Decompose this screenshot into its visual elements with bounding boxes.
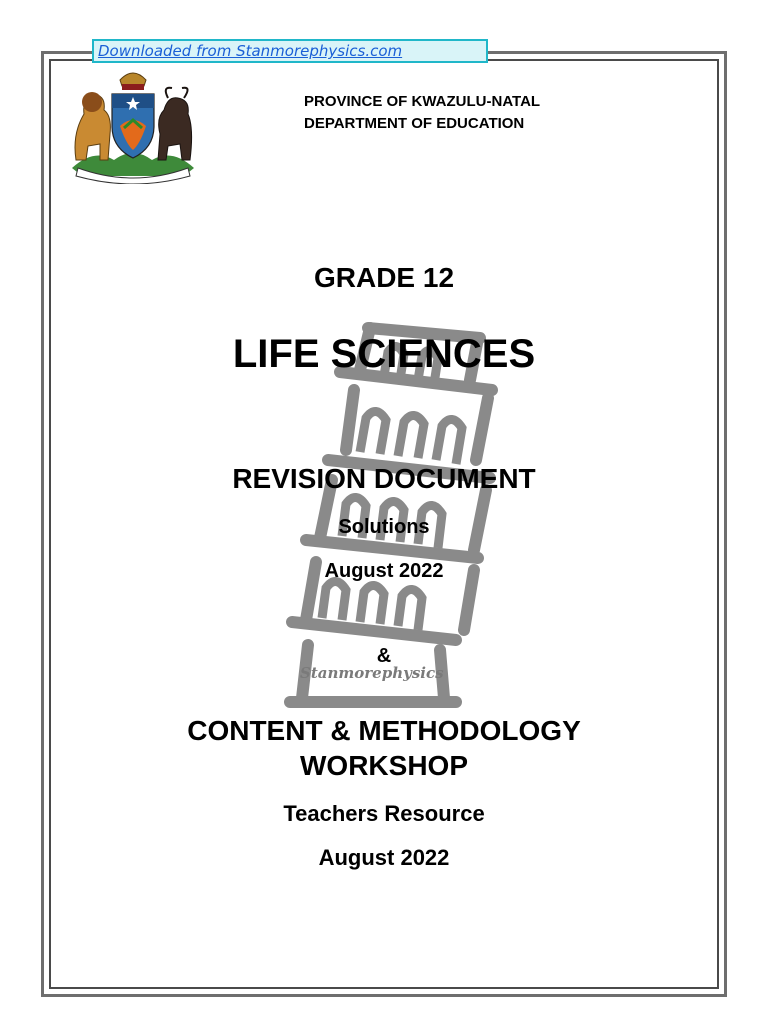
kzn-coat-of-arms-icon — [64, 64, 202, 184]
workshop-date: August 2022 — [318, 845, 450, 870]
department-header — [304, 91, 540, 135]
workshop-heading-line1: CONTENT & METHODOLOGY — [187, 715, 581, 746]
stanmorephysics-watermark: Stanmorephysics — [300, 664, 444, 682]
solutions-label: Solutions — [338, 516, 430, 538]
workshop-heading-line2: WORKSHOP — [300, 750, 468, 781]
province-title: PROVINCE OF KWAZULU-NATAL — [304, 93, 541, 110]
document-type-heading: REVISION DOCUMENT — [232, 463, 536, 494]
department-title: DEPARTMENT OF EDUCATION — [304, 115, 525, 132]
ampersand-separator: & — [376, 645, 392, 667]
grade-heading: GRADE 12 — [313, 262, 455, 293]
download-banner-link[interactable] — [92, 39, 488, 63]
subject-title: LIFE SCIENCES — [232, 332, 536, 376]
download-banner-text[interactable]: Downloaded from Stanmorephysics.com — [98, 42, 403, 60]
revision-date: August 2022 — [324, 560, 444, 582]
workshop-heading — [0, 713, 768, 783]
teachers-resource-label: Teachers Resource — [283, 801, 485, 826]
